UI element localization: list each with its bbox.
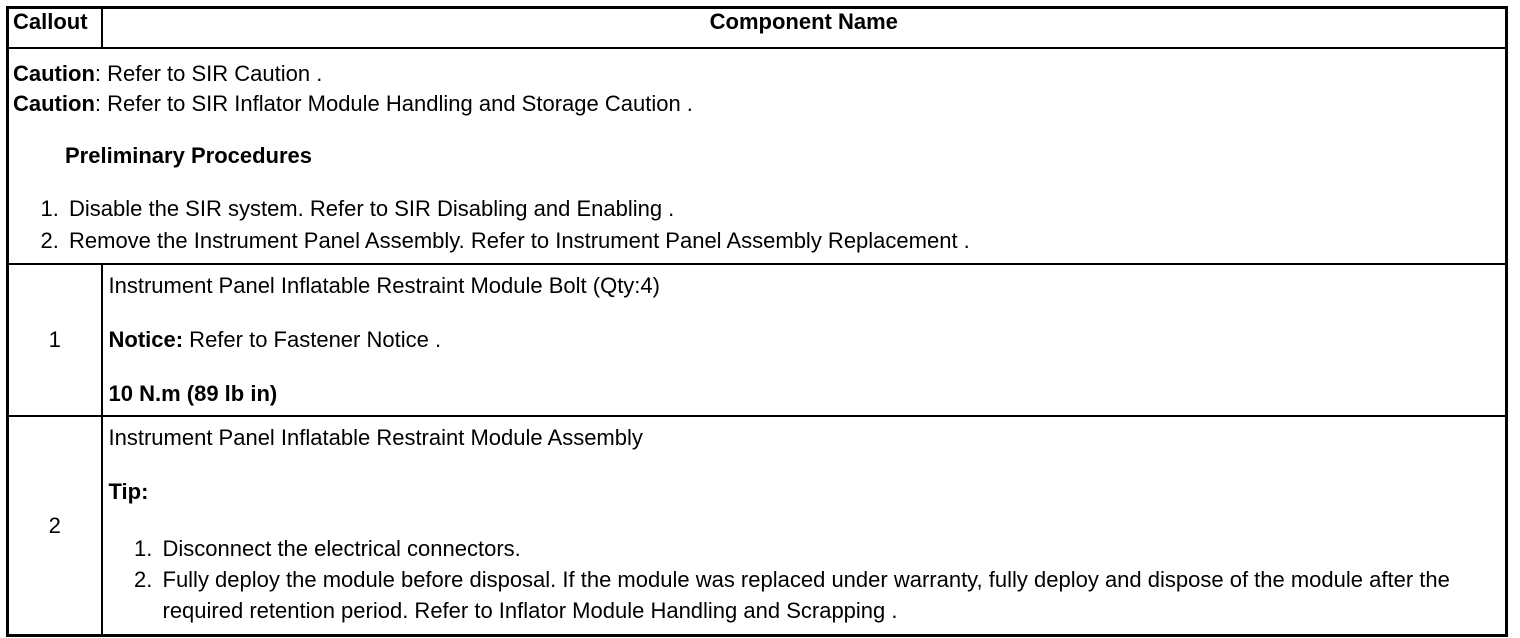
caution-text: : Refer to SIR Inflator Module Handling and Storage Caution . [94,91,693,116]
component-name: Instrument Panel Inflatable Restraint Module Bolt (Qty:4) [108,273,660,298]
tip-steps [109,533,1500,626]
notice-text: Refer to Fastener Notice . [183,327,442,352]
table-row [8,264,1507,416]
component-name-header: Component Name [102,8,1507,49]
callout-header: Callout [8,8,102,49]
preliminary-step: 1. Disable the SIR system. Refer to SIR Disabling and Enabling . [65,193,1501,225]
tip-label: Tip: [108,479,149,504]
component-name: Instrument Panel Inflatable Restraint Module Assembly [108,425,643,450]
torque-spec: 10 N.m (89 lb in) [108,381,278,406]
tip-step: 2. Fully deploy the module before disposal. If the module was replaced under warranty, fully deploy and dispose of the module after the required retention period. Refer to Inflator Module Handling and Scrapping . [159,564,1500,626]
callout-number: 2 [8,416,102,636]
procedure-table [6,6,1508,637]
header-row [8,8,1507,49]
caution-text: : Refer to SIR Caution . [94,61,323,86]
component-cell [102,416,1507,636]
tip-step: 1. Disconnect the electrical connectors. [159,533,1500,564]
notice-label: Notice: [108,327,184,352]
caution-line [13,59,1501,89]
component-cell [102,264,1507,416]
caution-label: Caution [13,91,95,116]
preliminary-title: Preliminary Procedures [65,143,313,168]
notice-line [109,327,1500,353]
caution-line [13,89,1501,119]
table-row [8,416,1507,636]
caution-label: Caution [13,61,95,86]
cautions-cell [8,48,1507,264]
preliminary-step: 2. Remove the Instrument Panel Assembly. Refer to Instrument Panel Assembly Replacement . [65,225,1501,257]
preliminary-steps [13,193,1501,257]
callout-number: 1 [8,264,102,416]
preliminary-row [8,48,1507,264]
